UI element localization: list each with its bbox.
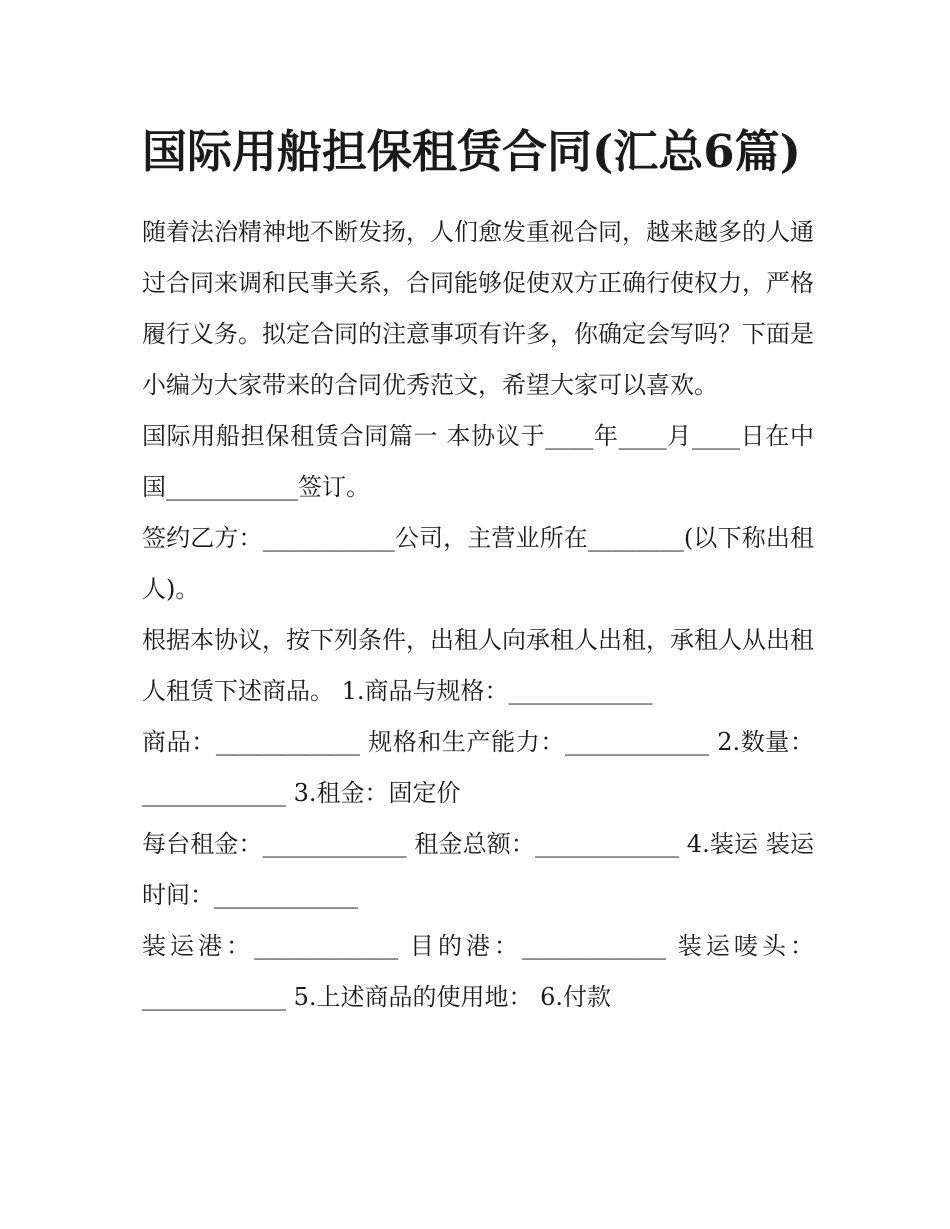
rent-paragraph: 每台租金：____________ 租金总额：____________ 4.装运 装运时间：____________ <box>142 830 814 910</box>
document-body <box>142 207 814 1023</box>
document-page <box>142 112 814 1023</box>
intro-paragraph: 随着法治精神地不断发扬，人们愈发重视合同，越来越多的人通过合同来调和民事关系，合同能够促使双方正确行使权力，严格履行义务。拟定合同的注意事项有许多，你确定会写吗？下面是小编为大家带来的合同优秀范文，希望大家可以喜欢。 <box>142 218 814 400</box>
goods-spec-paragraph: 商品：____________ 规格和生产能力：____________ 2.数量：____________ 3.租金：固定价 <box>142 728 814 808</box>
party-b-paragraph: 签约乙方：___________公司，主营业所在________(以下称出租人)。 <box>142 524 814 604</box>
contract-date-paragraph: 国际用船担保租赁合同篇一 本协议于____年____月____日在中国___________签订。 <box>142 422 814 502</box>
shipping-paragraph: 装运港：____________ 目的港：____________ 装运唛头：____________ 5.上述商品的使用地： 6.付款 <box>142 932 814 1012</box>
document-title: 国际用船担保租赁合同(汇总6篇) <box>142 125 801 178</box>
lease-terms-paragraph: 根据本协议，按下列条件，出租人向承租人出租，承租人从出租人租赁下述商品。 1.商品与规格：____________ <box>142 626 814 706</box>
